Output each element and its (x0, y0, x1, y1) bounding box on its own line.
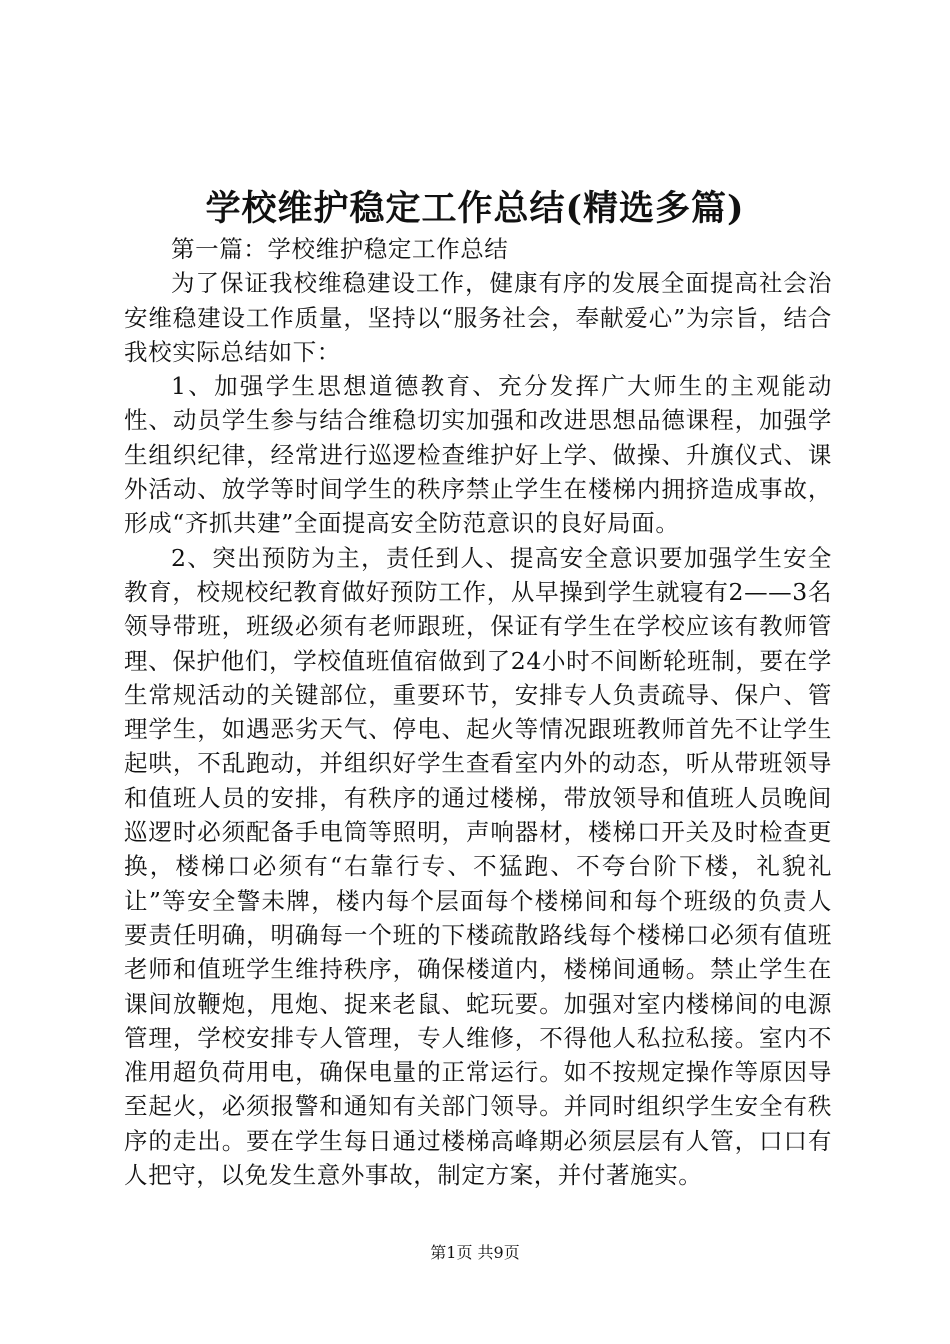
section-heading: 第一篇：学校维护稳定工作总结 (171, 235, 509, 263)
paragraph-item-1: 1、加强学生思想道德教育、充分发挥广大师生的主观能动性、动员学生参与结合维稳切实加强和改进思想品德课程，加强学生组织纪律，经常进行巡逻检查维护好上学、做操、升旗仪式、课外活动、放学等时间学生的秩序禁止学生在楼梯内拥挤造成事故，形成“齐抓共建”全面提高安全防范意识的良好局面。 (124, 372, 832, 538)
paragraph-item-2: 2、突出预防为主，责任到人、提高安全意识要加强学生安全教育，校规校纪教育做好预防工作，从早操到学生就寝有2——3名领导带班，班级必须有老师跟班，保证有学生在学校应该有教师管理、保护他们，学校值班值宿做到了24小时不间断轮班制，要在学生常规活动的关键部位，重要环节，安排专人负责疏导、保户、管理学生，如遇恶劣天气、停电、起火等情况跟班教师首先不让学生起哄，不乱跑动，并组织好学生查看室内外的动态，听从带班领导和值班人员的安排，有秩序的通过楼梯，带放领导和值班人员晚间巡逻时必须配备手电筒等照明，声响器材，楼梯口开关及时检查更换，楼梯口必须有“右靠行专、不猛跑、不夸台阶下楼，礼貌礼让”等安全警未牌，楼内每个层面每个楼梯间和每个班级的负责人要责任明确，明确每一个班的下楼疏散路线每个楼梯口必须有值班老师和值班学生维持秩序，确保楼道内，楼梯间通畅。禁止学生在课间放鞭炮，甩炮、捉来老鼠、蛇玩要。加强对室内楼梯间的电源管理，学校安排专人管理，专人维修，不得他人私拉私接。室内不准用超负荷用电，确保电量的正常运行。如不按规定操作等原因导至起火，必须报警和通知有关部门领导。并同时组织学生安全有秩序的走出。要在学生每日通过楼梯高峰期必须层层有人管，口口有人把守，以免发生意外事故，制定方案，并付著施实。 (124, 543, 832, 1190)
document-body (124, 232, 832, 1192)
paragraph-intro: 为了保证我校维稳建设工作，健康有序的发展全面提高社会治安维稳建设工作质量，坚持以“服务社会，奉献爱心”为宗旨，结合我校实际总结如下： (124, 269, 832, 366)
document-title: 学校维护稳定工作总结(精选多篇) (205, 188, 745, 229)
page-number-footer: 第1页 共9页 (430, 1243, 520, 1262)
